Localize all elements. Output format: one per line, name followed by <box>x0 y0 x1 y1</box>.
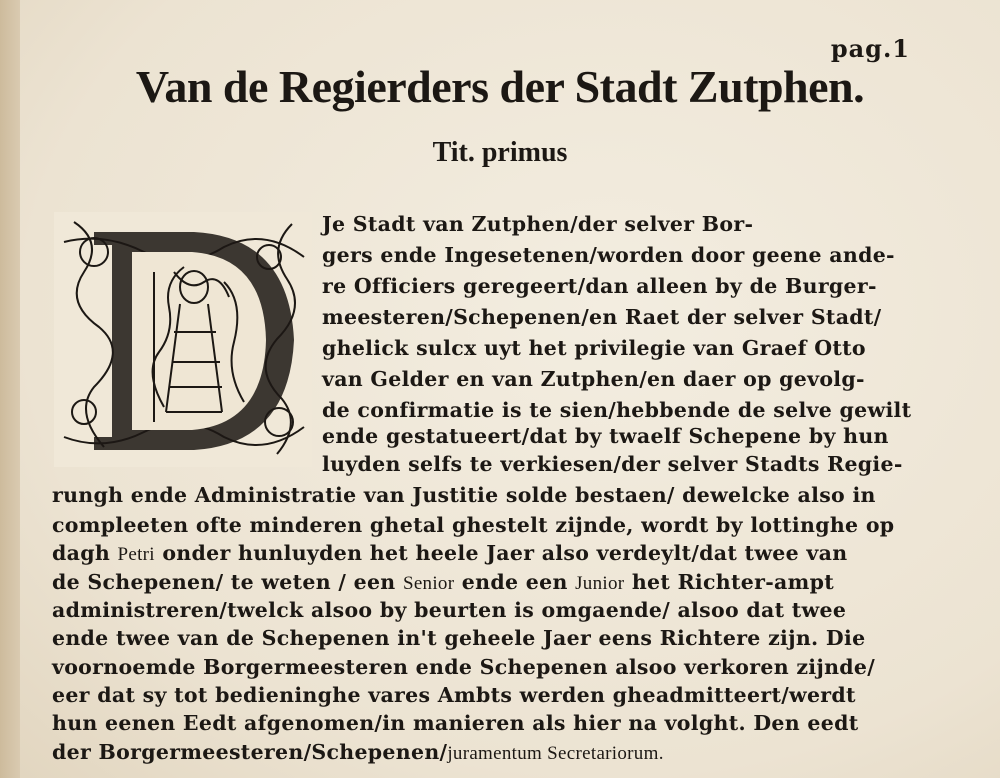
text-line-12: dagh Petri onder hunluyden het heele Jaer also verdeylt/dat twee van <box>52 541 848 565</box>
roman-word-junior: Junior <box>575 573 625 594</box>
text-line-1: Je Stadt van Zutphen/der selver Bor- <box>322 212 754 236</box>
text-line-5: ghelick sulcx uyt het privilegie van Graef Otto <box>322 336 866 360</box>
page-number: pag.1 <box>830 34 910 63</box>
roman-word-petri: Petri <box>117 544 155 565</box>
text-line-7: de confirmatie is te sien/hebbende de selve gewilt <box>322 398 912 422</box>
text-line-10: rungh ende Administratie van Justitie solde bestaen/ dewelcke also in <box>52 483 876 507</box>
text-line-19: der Borgermeesteren/Schepenen/juramentum Secretariorum. <box>52 740 664 764</box>
text-line-6: van Gelder en van Zutphen/en daer op gevolg- <box>322 367 865 391</box>
text-line-2: gers ende Ingesetenen/worden door geene ande- <box>322 243 895 267</box>
page-title: Van de Regierders der Stadt Zutphen. <box>135 61 865 112</box>
roman-phrase-juramentum: juramentum Secretariorum. <box>447 743 664 764</box>
decorated-initial-d <box>54 212 312 467</box>
text-line-11: compleeten ofte minderen ghetal ghestelt zijnde, wordt by lottinghe op <box>52 513 895 537</box>
text-line-13: de Schepenen/ te weten / een Senior ende een Junior het Richter-ampt <box>52 570 835 594</box>
text-line-14: administreren/twelck alsoo by beurten is omgaende/ alsoo dat twee <box>52 598 847 622</box>
text-line-17: eer dat sy tot bedieninghe vares Ambts werden gheadmitteert/werdt <box>52 683 856 707</box>
text-line-3: re Officiers geregeert/dan alleen by de Burger- <box>322 274 877 298</box>
section-subtitle: Tit. primus <box>432 137 568 168</box>
text-line-15: ende twee van de Schepenen in't geheele Jaer eens Richtere zijn. Die <box>52 626 866 650</box>
text-line-4: meesteren/Schepenen/en Raet der selver Stadt/ <box>322 305 882 329</box>
text-line-9: luyden selfs te verkiesen/der selver Stadts Regie- <box>322 452 903 476</box>
text-line-8: ende gestatueert/dat by twaelf Schepene by hun <box>322 424 889 448</box>
roman-word-senior: Senior <box>402 573 455 594</box>
text-line-18: hun eenen Eedt afgenomen/in manieren als hier na volght. Den eedt <box>52 711 859 735</box>
text-line-16: voornoemde Borgermeesteren ende Schepenen alsoo verkoren zijnde/ <box>52 655 876 679</box>
